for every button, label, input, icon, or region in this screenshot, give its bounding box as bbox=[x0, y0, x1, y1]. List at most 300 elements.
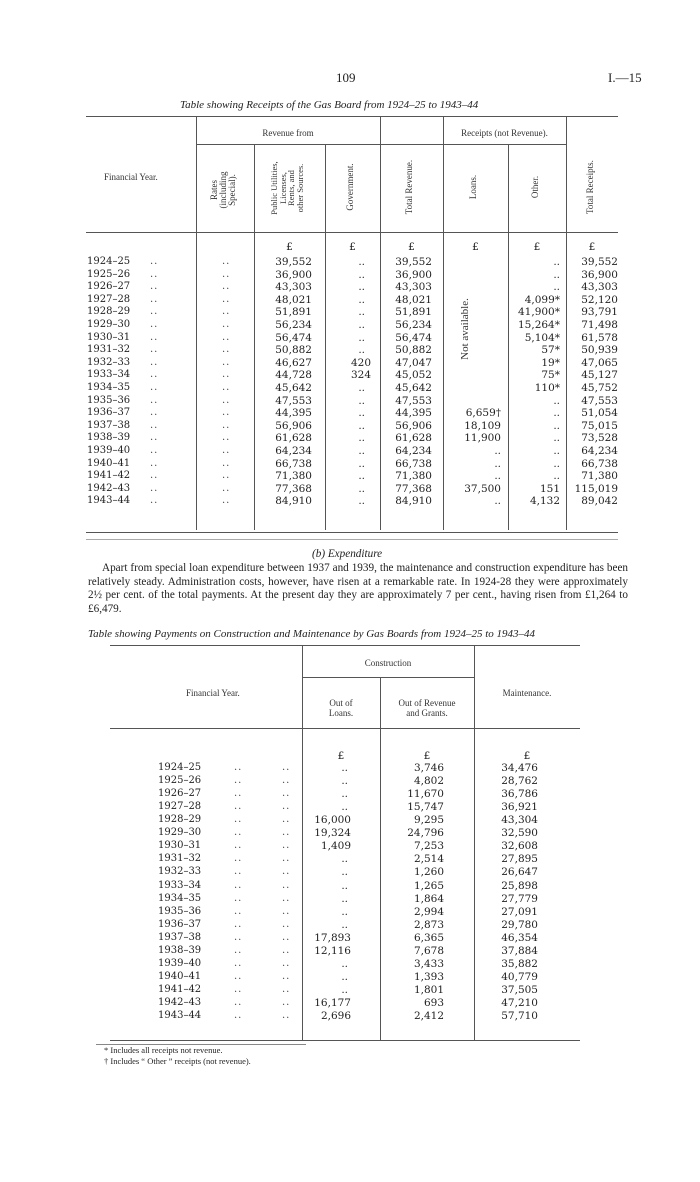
government-header: Government. bbox=[345, 163, 355, 211]
leader-dots: .. bbox=[282, 827, 291, 839]
leader-dots: .. bbox=[282, 996, 291, 1008]
year-cell: 1938–39 bbox=[87, 432, 131, 444]
leader-dots: .. bbox=[150, 319, 159, 330]
leader-dots: .. bbox=[234, 814, 243, 826]
currency-total-revenue: £ bbox=[408, 241, 415, 253]
year-cell: 1926–27 bbox=[158, 788, 202, 800]
rates-cell: .. bbox=[222, 268, 231, 280]
leader-dots: .. bbox=[282, 840, 291, 852]
public-utilities-cell: 56,234 bbox=[275, 319, 312, 331]
leader-dots: .. bbox=[150, 407, 159, 419]
out-of-loans-header bbox=[302, 698, 380, 718]
year-cell: 1932–33 bbox=[158, 866, 202, 878]
year-cell: 1927–28 bbox=[158, 801, 202, 813]
leader-dots: .. bbox=[282, 762, 291, 773]
government-cell: .. bbox=[358, 419, 365, 432]
leader-dots: .. bbox=[150, 256, 159, 267]
out-of-revenue-cell: 1,265 bbox=[413, 879, 444, 892]
other-cell: .. bbox=[553, 419, 560, 432]
year-cell: 1930–31 bbox=[87, 331, 131, 343]
other-cell: 41,900* bbox=[518, 306, 560, 319]
public-utilities-cell: 56,906 bbox=[275, 419, 312, 432]
rates-cell: .. bbox=[222, 293, 231, 305]
receipts-group-header: Receipts (not Revenue). bbox=[461, 128, 548, 138]
public-utilities-cell: 51,891 bbox=[275, 306, 312, 319]
government-cell: .. bbox=[358, 256, 365, 268]
public-utilities-cell: 45,642 bbox=[275, 382, 312, 394]
loans-cell: 18,109 bbox=[464, 419, 501, 432]
leader-dots: .. bbox=[282, 775, 291, 786]
total-receipts-cell: 50,939 bbox=[581, 344, 618, 357]
currency-loans: £ bbox=[472, 241, 479, 253]
year-cell: 1939–40 bbox=[87, 445, 131, 456]
government-cell: .. bbox=[358, 281, 365, 294]
total-receipts-cell: 47,553 bbox=[581, 394, 618, 407]
maintenance-cell: 32,608 bbox=[501, 840, 538, 853]
leader-dots: .. bbox=[234, 801, 243, 813]
out-of-loans-cell: .. bbox=[341, 879, 348, 892]
total-revenue-header: Total Revenue. bbox=[404, 159, 414, 215]
leader-dots: .. bbox=[234, 996, 243, 1008]
other-cell: 57* bbox=[541, 344, 560, 357]
leader-dots: .. bbox=[150, 369, 159, 381]
rates-cell: .. bbox=[222, 256, 231, 267]
leader-dots: .. bbox=[234, 775, 243, 786]
table2-caption: Table showing Payments on Construction and Maintenance by Gas Boards from 1924–25 to 1943–44 bbox=[88, 628, 536, 640]
total-revenue-cell: 47,047 bbox=[395, 356, 432, 369]
public-utilities-cell: 77,368 bbox=[275, 482, 312, 495]
out-of-revenue-cell: 24,796 bbox=[407, 827, 444, 840]
other-cell: 4,099* bbox=[524, 293, 560, 306]
year-cell: 1936–37 bbox=[87, 407, 131, 419]
out-of-loans-cell: .. bbox=[341, 983, 348, 996]
loans-cell: 6,659† bbox=[465, 407, 501, 420]
currency-government: £ bbox=[349, 241, 356, 253]
total-receipts-header: Total Receipts. bbox=[585, 160, 595, 214]
loans-cell: .. bbox=[494, 495, 501, 508]
other-cell: 75* bbox=[541, 369, 560, 382]
currency-public: £ bbox=[286, 241, 293, 253]
other-cell: 15,264* bbox=[518, 319, 560, 331]
leader-dots: .. bbox=[150, 457, 159, 469]
other-cell: .. bbox=[553, 281, 560, 294]
leader-dots: .. bbox=[234, 840, 243, 852]
maintenance-cell: 29,780 bbox=[501, 918, 538, 931]
total-receipts-cell: 61,578 bbox=[581, 331, 618, 344]
currency-out-of-revenue: £ bbox=[423, 750, 431, 762]
year-cell: 1931–32 bbox=[158, 853, 202, 865]
loans-cell: .. bbox=[494, 457, 501, 470]
page-number: 109 bbox=[336, 70, 356, 85]
rates-cell: .. bbox=[222, 457, 231, 469]
total-revenue-cell: 43,303 bbox=[395, 281, 432, 294]
maintenance-cell: 46,354 bbox=[501, 931, 538, 944]
leader-dots: .. bbox=[234, 762, 243, 773]
other-cell: .. bbox=[553, 445, 560, 457]
out-of-revenue-cell: 6,365 bbox=[413, 931, 444, 944]
total-receipts-cell: 93,791 bbox=[581, 306, 618, 319]
leader-dots: .. bbox=[150, 482, 159, 494]
total-receipts-cell: 47,065 bbox=[581, 356, 618, 369]
total-revenue-cell: 50,882 bbox=[395, 344, 432, 357]
total-revenue-cell: 56,474 bbox=[395, 331, 432, 344]
total-receipts-cell: 45,127 bbox=[581, 369, 618, 382]
year-cell: 1933–34 bbox=[158, 879, 202, 891]
rates-cell: .. bbox=[222, 407, 231, 419]
leader-dots: .. bbox=[234, 827, 243, 839]
out-of-loans-cell: .. bbox=[341, 775, 348, 787]
maintenance-header: Maintenance. bbox=[502, 688, 552, 698]
out-of-loans-cell: 16,177 bbox=[314, 996, 351, 1009]
leader-dots: .. bbox=[150, 419, 159, 431]
year-cell: 1924–25 bbox=[87, 256, 131, 267]
rates-cell: .. bbox=[222, 495, 231, 507]
rates-cell: .. bbox=[222, 419, 231, 431]
rates-cell: .. bbox=[222, 470, 231, 482]
other-cell: 19* bbox=[541, 356, 560, 369]
rates-cell: .. bbox=[222, 319, 231, 330]
other-cell: 4,132 bbox=[529, 495, 560, 508]
total-revenue-cell: 48,021 bbox=[395, 293, 432, 306]
other-cell: 110* bbox=[534, 382, 560, 394]
total-receipts-cell: 45,752 bbox=[581, 382, 618, 394]
leader-dots: .. bbox=[150, 306, 159, 318]
rates-cell: .. bbox=[222, 306, 231, 318]
government-cell: .. bbox=[358, 495, 365, 508]
public-utilities-header bbox=[270, 144, 310, 232]
out-of-revenue-cell: 1,260 bbox=[413, 866, 444, 879]
header-line: Out of Revenue bbox=[398, 698, 456, 708]
government-cell: 420 bbox=[350, 356, 371, 369]
government-cell: .. bbox=[358, 407, 365, 420]
total-receipts-cell: 71,498 bbox=[581, 319, 618, 331]
leader-dots: .. bbox=[150, 394, 159, 406]
header-line: and Grants. bbox=[406, 708, 448, 718]
header-line: Special). bbox=[227, 174, 237, 206]
other-cell: .. bbox=[553, 432, 560, 445]
financial-year-header: Financial Year. bbox=[104, 172, 158, 182]
rates-cell: .. bbox=[222, 369, 231, 381]
public-utilities-cell: 44,395 bbox=[275, 407, 312, 420]
leader-dots: .. bbox=[282, 801, 291, 813]
total-revenue-cell: 44,395 bbox=[395, 407, 432, 420]
other-cell: .. bbox=[553, 394, 560, 407]
leader-dots: .. bbox=[234, 866, 243, 878]
maintenance-cell: 27,091 bbox=[501, 905, 538, 918]
other-cell: 5,104* bbox=[524, 331, 560, 344]
year-cell: 1924–25 bbox=[158, 762, 202, 773]
year-cell: 1930–31 bbox=[158, 840, 202, 852]
rates-cell: .. bbox=[222, 331, 231, 343]
leader-dots: .. bbox=[282, 853, 291, 865]
other-cell: .. bbox=[553, 407, 560, 420]
leader-dots: .. bbox=[150, 432, 159, 444]
year-cell: 1932–33 bbox=[87, 356, 131, 368]
rates-cell: .. bbox=[222, 356, 231, 368]
year-cell: 1943–44 bbox=[158, 1010, 202, 1021]
government-cell: .. bbox=[358, 482, 365, 495]
out-of-loans-cell: .. bbox=[341, 970, 348, 983]
expenditure-paragraph: Apart from special loan expenditure between 1937 and 1939, the maintenance and construction expenditure has been relatively steady. Administration costs, however, have risen at a remarkable rate. In 1924-28 they were approximately 2½ per cent. of the total payments. At the present day they are approximately 7 per cent., having risen from £1,264 to £6,479. bbox=[88, 562, 628, 615]
other-cell: .. bbox=[553, 268, 560, 281]
total-receipts-cell: 51,054 bbox=[581, 407, 618, 420]
maintenance-cell: 57,710 bbox=[501, 1010, 538, 1022]
rates-cell: .. bbox=[222, 281, 231, 293]
total-revenue-cell: 61,628 bbox=[395, 432, 432, 445]
government-cell: .. bbox=[358, 344, 365, 357]
out-of-revenue-cell: 2,514 bbox=[413, 853, 444, 866]
leader-dots: .. bbox=[282, 905, 291, 917]
maintenance-cell: 26,647 bbox=[501, 866, 538, 879]
year-cell: 1926–27 bbox=[87, 281, 131, 293]
year-cell: 1934–35 bbox=[158, 892, 202, 904]
loans-header: Loans. bbox=[468, 174, 478, 200]
maintenance-cell: 36,786 bbox=[501, 788, 538, 801]
leader-dots: .. bbox=[234, 957, 243, 969]
total-revenue-cell: 56,906 bbox=[395, 419, 432, 432]
total-receipts-cell: 66,738 bbox=[581, 457, 618, 470]
out-of-revenue-cell: 7,678 bbox=[413, 944, 444, 957]
leader-dots: .. bbox=[282, 970, 291, 982]
other-header: Other. bbox=[530, 175, 540, 199]
out-of-loans-cell: 1,409 bbox=[320, 840, 351, 853]
year-cell: 1940–41 bbox=[158, 970, 202, 982]
total-revenue-cell: 51,891 bbox=[395, 306, 432, 319]
leader-dots: .. bbox=[234, 918, 243, 930]
maintenance-cell: 43,304 bbox=[501, 814, 538, 827]
government-cell: .. bbox=[358, 331, 365, 344]
public-utilities-cell: 84,910 bbox=[275, 495, 312, 508]
total-revenue-cell: 56,234 bbox=[395, 319, 432, 331]
government-cell: .. bbox=[358, 306, 365, 319]
leader-dots: .. bbox=[150, 382, 159, 393]
year-cell: 1941–42 bbox=[87, 470, 131, 482]
currency-out-of-loans: £ bbox=[337, 750, 345, 762]
total-revenue-cell: 39,552 bbox=[395, 256, 432, 268]
maintenance-cell: 47,210 bbox=[501, 996, 538, 1009]
header-line: Rates bbox=[209, 180, 219, 200]
header-line: Licenses, bbox=[277, 172, 288, 204]
out-of-revenue-cell: 15,747 bbox=[407, 801, 444, 814]
out-of-revenue-cell: 2,994 bbox=[413, 905, 444, 918]
leader-dots: .. bbox=[150, 495, 159, 507]
table1-caption: Table showing Receipts of the Gas Board from 1924–25 to 1943–44 bbox=[180, 99, 479, 111]
public-utilities-cell: 66,738 bbox=[275, 457, 312, 470]
out-of-revenue-cell: 3,746 bbox=[413, 762, 444, 774]
loans-cell: .. bbox=[494, 445, 501, 457]
leader-dots: .. bbox=[234, 853, 243, 865]
year-cell: 1933–34 bbox=[87, 369, 131, 381]
loans-cell: 11,900 bbox=[464, 432, 501, 445]
year-cell: 1937–38 bbox=[87, 419, 131, 431]
loans-cell: 37,500 bbox=[464, 482, 501, 495]
out-of-loans-cell: .. bbox=[341, 957, 348, 970]
out-of-revenue-cell: 1,393 bbox=[413, 970, 444, 983]
year-cell: 1943–44 bbox=[87, 495, 131, 507]
maintenance-cell: 40,779 bbox=[501, 970, 538, 983]
revenue-group-header: Revenue from bbox=[262, 128, 314, 138]
total-receipts-cell: 43,303 bbox=[581, 281, 618, 294]
leader-dots: .. bbox=[282, 866, 291, 878]
year-cell: 1935–36 bbox=[158, 905, 202, 917]
out-of-revenue-cell: 3,433 bbox=[413, 957, 444, 970]
year-cell: 1925–26 bbox=[158, 775, 202, 786]
maintenance-cell: 34,476 bbox=[501, 762, 538, 774]
out-of-loans-cell: 19,324 bbox=[314, 827, 351, 840]
leader-dots: .. bbox=[150, 268, 159, 280]
leader-dots: .. bbox=[234, 970, 243, 982]
government-cell: .. bbox=[358, 382, 365, 394]
financial-year-header-2: Financial Year. bbox=[186, 688, 240, 698]
public-utilities-cell: 64,234 bbox=[275, 445, 312, 457]
total-receipts-cell: 64,234 bbox=[581, 445, 618, 457]
rates-header bbox=[210, 146, 240, 234]
total-receipts-cell: 89,042 bbox=[581, 495, 618, 508]
year-cell: 1939–40 bbox=[158, 957, 202, 969]
leader-dots: .. bbox=[234, 983, 243, 995]
leader-dots: .. bbox=[282, 814, 291, 826]
out-of-revenue-cell: 2,412 bbox=[413, 1010, 444, 1022]
currency-other: £ bbox=[533, 241, 541, 253]
public-utilities-cell: 43,303 bbox=[275, 281, 312, 294]
year-cell: 1928–29 bbox=[87, 306, 131, 318]
maintenance-cell: 36,921 bbox=[501, 801, 538, 814]
public-utilities-cell: 56,474 bbox=[275, 331, 312, 344]
year-cell: 1931–32 bbox=[87, 344, 131, 356]
out-of-loans-cell: .. bbox=[341, 918, 348, 931]
maintenance-cell: 25,898 bbox=[501, 879, 538, 892]
leader-dots: .. bbox=[282, 944, 291, 956]
leader-dots: .. bbox=[282, 879, 291, 891]
maintenance-cell: 27,895 bbox=[501, 853, 538, 866]
header-line: (including bbox=[218, 171, 228, 209]
total-receipts-cell: 39,552 bbox=[581, 256, 618, 268]
maintenance-cell: 37,505 bbox=[501, 983, 538, 996]
leader-dots: .. bbox=[234, 931, 243, 943]
currency-maintenance: £ bbox=[523, 750, 531, 762]
header-line: Loans. bbox=[328, 708, 354, 718]
footnote-1: * Includes all receipts not revenue. bbox=[104, 1045, 223, 1055]
total-revenue-cell: 45,642 bbox=[395, 382, 432, 394]
total-receipts-cell: 73,528 bbox=[581, 432, 618, 445]
public-utilities-cell: 47,553 bbox=[275, 394, 312, 407]
leader-dots: .. bbox=[282, 931, 291, 943]
out-of-revenue-cell: 1,801 bbox=[413, 983, 444, 996]
public-utilities-cell: 36,900 bbox=[275, 268, 312, 281]
year-cell: 1929–30 bbox=[87, 319, 131, 330]
government-cell: .. bbox=[358, 445, 365, 457]
rates-cell: .. bbox=[222, 482, 231, 494]
year-cell: 1929–30 bbox=[158, 827, 202, 839]
out-of-loans-cell: 17,893 bbox=[314, 931, 351, 944]
other-cell: .. bbox=[553, 470, 560, 483]
leader-dots: .. bbox=[234, 879, 243, 891]
public-utilities-cell: 50,882 bbox=[275, 344, 312, 357]
total-receipts-cell: 75,015 bbox=[581, 419, 618, 432]
leader-dots: .. bbox=[150, 293, 159, 305]
government-cell: 324 bbox=[350, 369, 371, 382]
total-receipts-cell: 115,019 bbox=[574, 482, 618, 495]
leader-dots: .. bbox=[234, 944, 243, 956]
maintenance-cell: 37,884 bbox=[501, 944, 538, 957]
leader-dots: .. bbox=[282, 1010, 291, 1021]
leader-dots: .. bbox=[282, 892, 291, 904]
header-line: Public Utilities, bbox=[269, 161, 279, 215]
out-of-loans-cell: 16,000 bbox=[314, 814, 351, 827]
rates-cell: .. bbox=[222, 344, 231, 356]
out-of-loans-cell: .. bbox=[341, 762, 348, 774]
page-code: I.—15 bbox=[608, 70, 642, 85]
out-of-revenue-cell: 693 bbox=[423, 996, 444, 1009]
out-of-loans-cell: .. bbox=[341, 866, 348, 879]
out-of-revenue-header bbox=[380, 698, 474, 718]
leader-dots: .. bbox=[282, 957, 291, 969]
year-cell: 1927–28 bbox=[87, 293, 131, 305]
year-cell: 1935–36 bbox=[87, 394, 131, 406]
loans-not-available: Not available. bbox=[459, 298, 471, 360]
total-revenue-cell: 64,234 bbox=[395, 445, 432, 457]
construction-group-header: Construction bbox=[364, 658, 412, 668]
total-revenue-cell: 45,052 bbox=[395, 369, 432, 382]
out-of-loans-cell: .. bbox=[341, 853, 348, 866]
total-receipts-cell: 52,120 bbox=[581, 293, 618, 306]
leader-dots: .. bbox=[234, 905, 243, 917]
rates-cell: .. bbox=[222, 445, 231, 456]
total-receipts-cell: 71,380 bbox=[581, 470, 618, 483]
leader-dots: .. bbox=[234, 1010, 243, 1021]
public-utilities-cell: 46,627 bbox=[275, 356, 312, 369]
total-receipts-cell: 36,900 bbox=[581, 268, 618, 281]
out-of-loans-cell: 2,696 bbox=[320, 1010, 351, 1022]
year-cell: 1942–43 bbox=[158, 996, 202, 1008]
other-cell: .. bbox=[553, 256, 560, 268]
year-cell: 1938–39 bbox=[158, 944, 202, 956]
header-line: Out of bbox=[329, 698, 353, 708]
public-utilities-cell: 44,728 bbox=[275, 369, 312, 382]
out-of-loans-cell: .. bbox=[341, 801, 348, 814]
total-revenue-cell: 84,910 bbox=[395, 495, 432, 508]
footnote-2: † Includes “ Other ” receipts (not revenue). bbox=[104, 1056, 251, 1066]
leader-dots: .. bbox=[234, 892, 243, 904]
total-revenue-cell: 47,553 bbox=[395, 394, 432, 407]
header-line: Rents, and bbox=[286, 170, 296, 206]
rates-cell: .. bbox=[222, 432, 231, 444]
leader-dots: .. bbox=[282, 918, 291, 930]
out-of-revenue-cell: 4,802 bbox=[413, 775, 444, 787]
maintenance-cell: 27,779 bbox=[501, 892, 538, 905]
year-cell: 1936–37 bbox=[158, 918, 202, 930]
out-of-revenue-cell: 7,253 bbox=[413, 840, 444, 853]
government-cell: .. bbox=[358, 457, 365, 470]
government-cell: .. bbox=[358, 470, 365, 483]
leader-dots: .. bbox=[150, 356, 159, 368]
leader-dots: .. bbox=[282, 983, 291, 995]
out-of-revenue-cell: 9,295 bbox=[413, 814, 444, 827]
year-cell: 1934–35 bbox=[87, 382, 131, 393]
maintenance-cell: 35,882 bbox=[501, 957, 538, 970]
leader-dots: .. bbox=[234, 788, 243, 800]
leader-dots: .. bbox=[150, 344, 159, 356]
out-of-revenue-cell: 1,864 bbox=[413, 892, 444, 905]
government-cell: .. bbox=[358, 293, 365, 306]
public-utilities-cell: 39,552 bbox=[275, 256, 312, 268]
leader-dots: .. bbox=[150, 281, 159, 293]
out-of-loans-cell: .. bbox=[341, 892, 348, 905]
total-revenue-cell: 36,900 bbox=[395, 268, 432, 281]
out-of-loans-cell: .. bbox=[341, 905, 348, 918]
government-cell: .. bbox=[358, 394, 365, 407]
total-revenue-cell: 71,380 bbox=[395, 470, 432, 483]
